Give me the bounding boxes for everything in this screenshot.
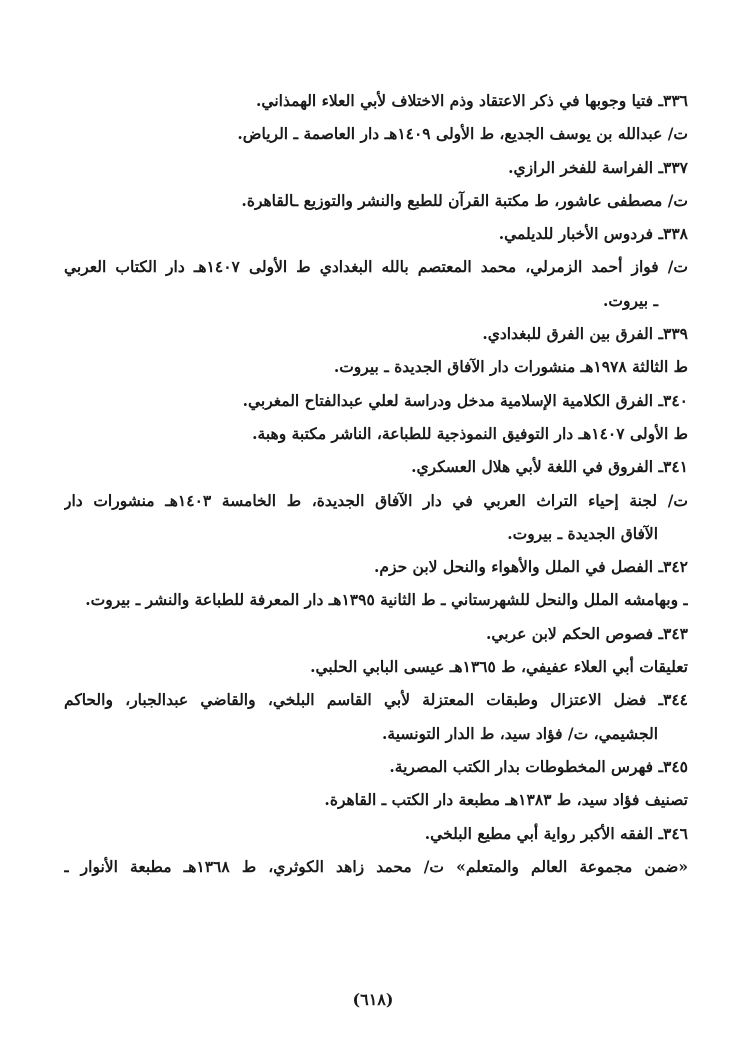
entry-343-details: تعليقات أبي العلاء عفيفي، ط ١٣٦٥هـ عيسى البابي الحلبي. <box>310 657 688 677</box>
entry-336-title: ٣٣٦ـ فتيا وجوبها في ذكر الاعتقاد وذم الاختلاف لأبي العلاء الهمذاني. <box>256 91 688 110</box>
entry-339-title: ٣٣٩ـ الفرق بين الفرق للبغدادي. <box>482 324 688 344</box>
entry-338-details-cont: ـ بيروت. <box>603 290 658 310</box>
entry-344-title: ٣٤٤ـ فضل الاعتزال وطبقات المعتزلة لأبي القاسم البلخي، والقاضي عبدالجبار، والحاكم <box>64 690 688 710</box>
entry-343-title: ٣٤٣ـ فصوص الحكم لابن عربي. <box>485 623 688 643</box>
entry-337-title: ٣٣٧ـ الفراسة للفخر الرازي. <box>508 157 688 177</box>
entry-342-title: ٣٤٢ـ الفصل في الملل والأهواء والنحل لابن حزم. <box>374 557 688 577</box>
entry-339-details: ط الثالثة ١٩٧٨هـ منشورات دار الآفاق الجديدة ـ بيروت. <box>333 357 688 377</box>
entry-344-details: الجشيمي، ت/ فؤاد سيد، ط الدار التونسية. <box>381 723 658 743</box>
entry-340-title: ٣٤٠ـ الفرق الكلامية الإسلامية مدخل ودراسة لعلي عبدالفتاح المغربي. <box>242 390 688 410</box>
entry-345-title: ٣٤٥ـ فهرس المخطوطات بدار الكتب المصرية. <box>389 756 688 776</box>
entry-338-details: ت/ فواز أحمد الزمرلي، محمد المعتصم بالله البغدادي ط الأولى ١٤٠٧هـ دار الكتاب العربي <box>64 257 688 277</box>
entry-341-details: ت/ لجنة إحياء التراث العربي في دار الآفاق الجديدة، ط الخامسة ١٤٠٣هـ منشورات دار <box>64 490 688 510</box>
entry-341-details-cont: الآفاق الجديدة ـ بيروت. <box>507 523 658 543</box>
entry-346-title: ٣٤٦ـ الفقه الأكبر رواية أبي مطيع البلخي. <box>424 823 688 843</box>
entry-342-details: ـ وبهامشه الملل والنحل للشهرستاني ـ ط الثانية ١٣٩٥هـ دار المعرفة للطباعة والنشر ـ بيروت. <box>85 590 688 610</box>
entry-346-details: «ضمن مجموعة العالم والمتعلم» ت/ محمد زاهد الكوثري، ط ١٣٦٨هـ مطبعة الأنوار ـ <box>64 856 688 876</box>
page-number: (٦١٨) <box>352 990 394 1009</box>
entry-338-title: ٣٣٨ـ فردوس الأخبار للديلمي. <box>498 224 688 244</box>
entry-337-details: ت/ مصطفى عاشور، ط مكتبة القرآن للطبع والنشر والتوزيع ـالقاهرة. <box>241 190 688 210</box>
entry-336-details: ت/ عبدالله بن يوسف الجديع، ط الأولى ١٤٠٩هـ دار العاصمة ـ الرياض. <box>237 124 688 144</box>
entry-341-title: ٣٤١ـ الفروق في اللغة لأبي هلال العسكري. <box>411 457 688 477</box>
entry-345-details: تصنيف فؤاد سيد، ط ١٣٨٣هـ مطبعة دار الكتب ـ القاهرة. <box>324 790 688 810</box>
bibliography-text <box>64 84 688 883</box>
entry-340-details: ط الأولى ١٤٠٧هـ دار التوفيق النموذجية للطباعة، الناشر مكتبة وهبة. <box>252 423 688 443</box>
